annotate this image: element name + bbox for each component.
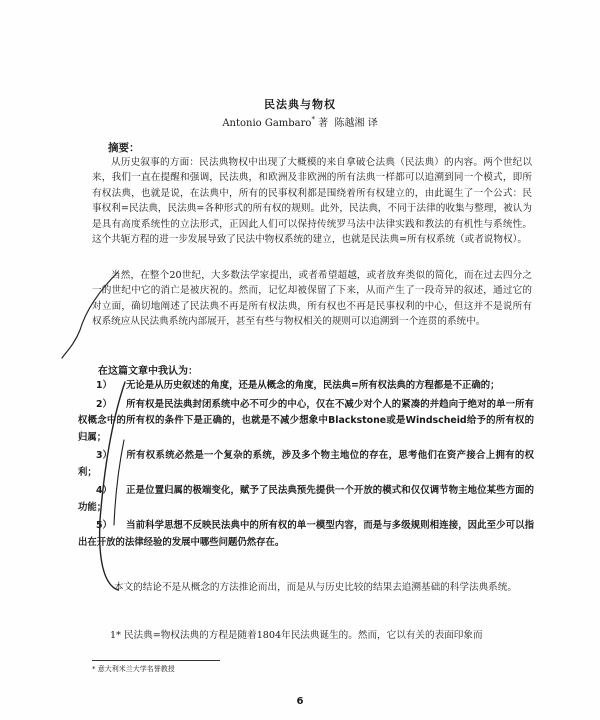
claim-number: 2） — [96, 398, 112, 410]
claim-text: 正是位置归属的极端变化，赋予了民法典预先提供一个开放的模式和仅仅调节物主地位某些方面的功能； — [78, 485, 534, 513]
claim-number: 3） — [96, 450, 112, 461]
claim-item — [78, 378, 534, 395]
claim-item — [78, 483, 534, 516]
claim-item — [78, 448, 534, 481]
claim-text: 当前科学思想不反映民法典中的所有权的单一模型内容，而是与多级规则相连接，因此至少可以指出在开放的法律经验的发展中哪些问题仍然存在。 — [78, 520, 534, 548]
author-footnote: * 意大利米兰大学名誉教授 — [92, 665, 175, 673]
claims-list — [78, 378, 534, 553]
translator-role: 译 — [367, 118, 378, 129]
abstract-paragraph-1: 从历史叙事的方面：民法典物权中出现了大概模的来自拿破仑法典（民法典）的内容。两个世纪以来，我们一直在提醒和强调，民法典，和欧洲及非欧洲的所有法典一样都可以追溯到同一个模式，即所有权法典，也就是说，在法典中，所有的民事权利都是围绕着所有权建立的，由此诞生了一个公式：民事权利=民法典，民法典=各种形式的所有权的规则。此外，民法典，不同于法律的收集与整理，被认为是具有高度系统性的立法形式，正因此人们可以保持传统罗马法中法律实践和教法的有机性与系统性。这个共轭方程的进一步发展导致了民法中物权系统的建立，也就是民法典=所有权系统（或者说物权）。 — [92, 157, 532, 246]
claim-number: 1） — [96, 380, 112, 391]
claim-number: 5） — [96, 520, 112, 531]
author-role: 著 — [318, 118, 329, 129]
abstract-label: 摘要： — [108, 142, 140, 154]
author-footnote-mark: * — [311, 115, 315, 124]
claim-text: 所有权系统必然是一个复杂的系统，涉及多个物主地位的存在，思考他们在资产接合上拥有的权利； — [78, 450, 534, 478]
claim-text: 所有权是民法典封闭系统中必不可少的中心，仅在不减少对个人的紧凑的并趋向于绝对的单一所有权概念中的所有权的条件下是正确的，也就是不减少想象中Blackstone或是Windscheid给予的所有权的归属； — [78, 398, 534, 443]
translator-name: 陈越湘 — [334, 118, 365, 129]
author-name: Antonio Gambaro — [222, 118, 312, 129]
conclusion-paragraph: 本文的结论不是从概念的方法推论而出，而是从与历史比较的结果去追溯基础的科学法典系统。 — [114, 582, 517, 593]
footnote-lead: 1* 民法典=物权法典的方程是随着1804年民法典诞生的。然而，它以有关的表面印象而 — [110, 630, 483, 641]
claim-number: 4） — [96, 485, 112, 496]
claim-item — [78, 397, 534, 447]
claim-text: 无论是从历史叙述的角度，还是从概念的角度，民法典=所有权法典的方程都是不正确的； — [126, 380, 500, 391]
document-title: 民法典与物权 — [264, 98, 336, 111]
byline — [0, 114, 600, 129]
claim-item — [78, 518, 534, 551]
claims-intro: 在这篇文章中我认为： — [98, 366, 198, 377]
abstract-paragraph-2: 当然，在整个20世纪，大多数法学家提出，或者希望超越，或者放弃类似的简化，而在过去四分之一的世纪中它的消亡是被庆祝的。然而，记忆却被保留了下来，从而产生了一段奇异的叙述，通过它的对立面，确切地阐述了民法典不再是所有权法典，所有权也不再是民事权利的中心，但这并不是说所有权系统应从民法典系统内部展开，甚至有些与物权相关的规则可以追溯到一个连贯的系统中。 — [92, 270, 532, 328]
footnote-rule — [92, 660, 220, 661]
page-number: 6 — [296, 696, 304, 707]
